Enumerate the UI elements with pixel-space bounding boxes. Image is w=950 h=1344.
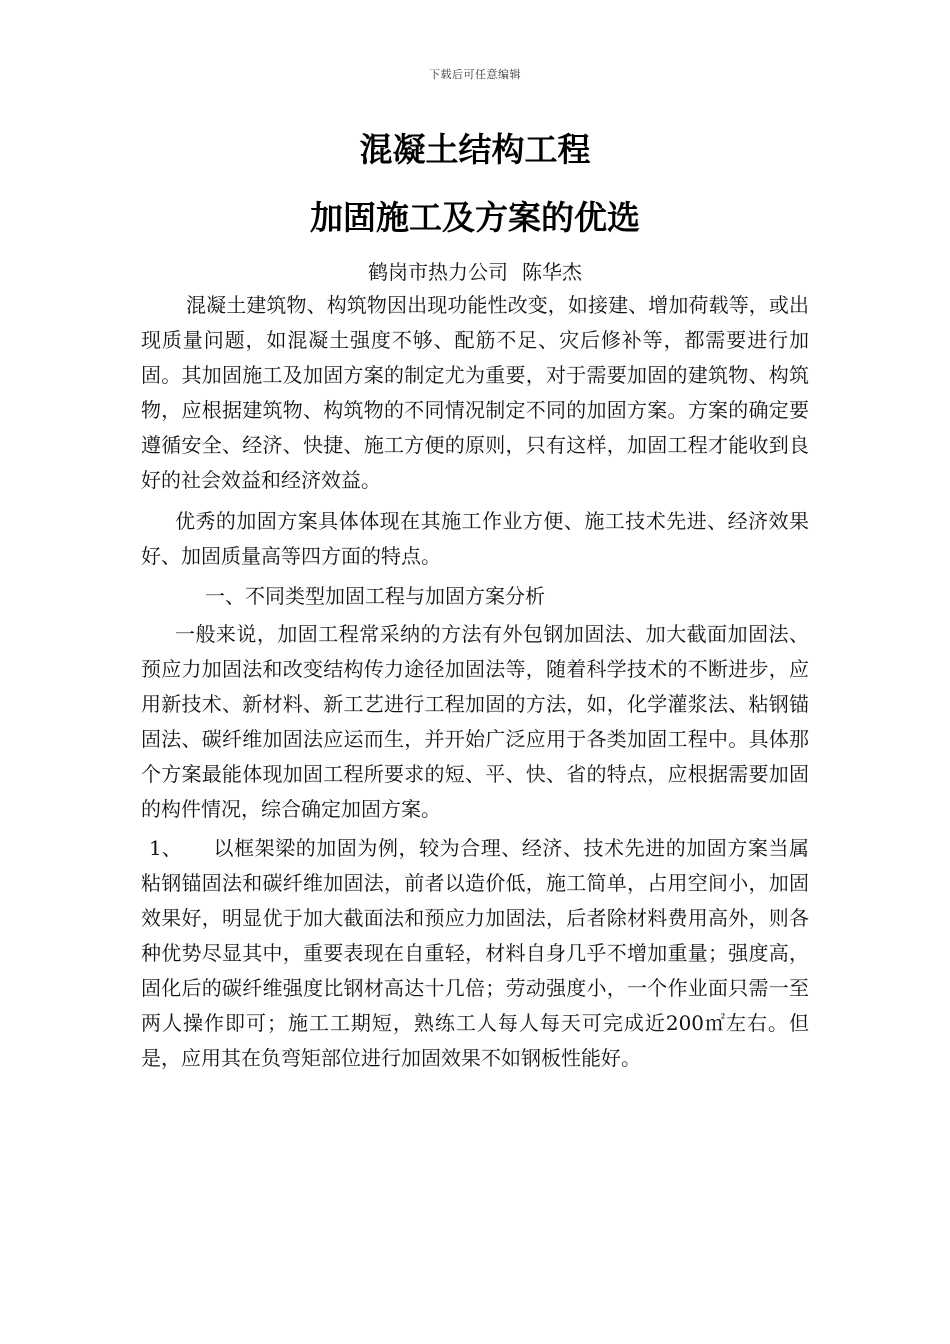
paragraph-features: 优秀的加固方案具体体现在其施工作业方便、施工技术先进、经济效果好、加固质量高等四方面的特点。 bbox=[141, 509, 809, 568]
author-organization: 鹤岗市热力公司 bbox=[368, 260, 508, 284]
header-note: 下载后可任意编辑 bbox=[429, 68, 521, 81]
document-body bbox=[141, 288, 809, 1076]
section-heading: 一、不同类型加固工程与加固方案分析 bbox=[205, 584, 545, 608]
list-item-1 bbox=[141, 831, 809, 1076]
author-line bbox=[0, 259, 950, 285]
list-item-text: 以框架梁的加固为例，较为合理、经济、技术先进的加固方案当属粘钢锚固法和碳纤维加固法，前者以造价低，施工简单，占用空间小，加固效果好，明显优于加大截面法和预应力加固法，后者除材料费用高外，则各种优势尽显其中，重要表现在自重轻，材料自身几乎不增加重量；强度高，固化后的碳纤维强度比钢材高达十几倍；劳动强度小，一个作业面只需一至两人操作即可；施工工期短，熟练工人每人每天可完成近200㎡左右。但是，应用其在负弯矩部位进行加固效果不如钢板性能好。 bbox=[141, 836, 809, 1070]
document-title-line2: 加固施工及方案的优选 bbox=[310, 198, 640, 237]
paragraph-intro: 混凝土建筑物、构筑物因出现功能性改变，如接建、增加荷载等，或出现质量问题，如混凝土强度不够、配筋不足、灾后修补等，都需要进行加固。其加固施工及加固方案的制定尤为重要，对于需要加固的建筑物、构筑物，应根据建筑物、构筑物的不同情况制定不同的加固方案。方案的确定要遵循安全、经济、快捷、施工方便的原则，只有这样，加固工程才能收到良好的社会效益和经济效益。 bbox=[141, 293, 809, 492]
paragraph-methods: 一般来说，加固工程常采纳的方法有外包钢加固法、加大截面加固法、预应力加固法和改变结构传力途径加固法等，随着科学技术的不断进步，应用新技术、新材料、新工艺进行工程加固的方法，如，化学灌浆法、粘钢锚固法、碳纤维加固法应运而生，并开始广泛应用于各类加固工程中。具体那个方案最能体现加固工程所要求的短、平、快、省的特点，应根据需要加固的构件情况，综合确定加固方案。 bbox=[141, 622, 809, 821]
document-title-line1: 混凝土结构工程 bbox=[359, 130, 591, 169]
list-item-number: 1、 bbox=[149, 836, 182, 860]
author-name: 陈华杰 bbox=[522, 260, 582, 284]
